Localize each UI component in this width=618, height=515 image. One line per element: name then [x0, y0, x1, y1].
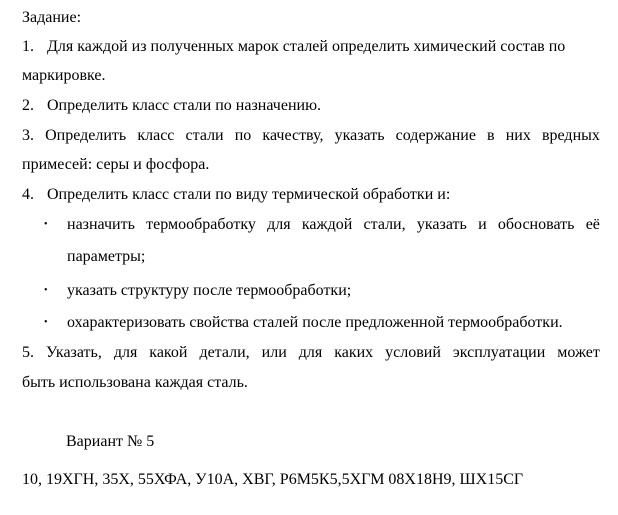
task-item-1-line2: маркировке.	[22, 67, 106, 84]
word: эксплуатации	[452, 344, 546, 361]
word: содержание	[395, 127, 476, 144]
task-item-3-line2: примесей: серы и фосфора.	[22, 156, 210, 173]
task-item-2	[22, 96, 600, 116]
word: её	[585, 216, 600, 233]
word: обосновать	[497, 216, 575, 233]
word: каких	[334, 344, 374, 361]
variant-label: Вариант № 5	[66, 433, 155, 450]
word: для	[267, 216, 291, 233]
word: вредных	[541, 127, 600, 144]
task-item-1	[22, 37, 600, 57]
word: качеству,	[262, 127, 324, 144]
word: стали	[185, 127, 224, 144]
task-item-5-number: 5.	[22, 344, 34, 361]
task-item-1-number: 1.	[22, 38, 34, 55]
task-item-4-line1: Определить класс стали по виду термической обработки и:	[47, 186, 451, 203]
task-item-5-line2: быть использована каждая сталь.	[22, 374, 248, 391]
word: указать	[334, 127, 385, 144]
bullet-marker: •	[44, 285, 48, 296]
bullet-item-3: охарактеризовать свойства сталей после предложенной термообработки.	[67, 314, 563, 331]
task-item-2-line1: Определить класс стали по назначению.	[47, 97, 322, 114]
word: указать	[416, 216, 467, 233]
bullet-item-2: указать структуру после термообработки;	[67, 282, 352, 299]
task-item-2-number: 2.	[22, 97, 34, 114]
task-heading: Задание:	[22, 9, 82, 26]
word: Указать,	[45, 344, 102, 361]
word: для	[113, 344, 138, 361]
task-item-3-number: 3.	[22, 127, 34, 144]
bullet-item-1	[67, 215, 600, 235]
bullet-marker: •	[44, 219, 48, 230]
word: условий	[385, 344, 441, 361]
task-item-4-number: 4.	[22, 186, 34, 203]
word: них	[505, 127, 531, 144]
word: в	[487, 127, 495, 144]
word: по	[234, 127, 252, 144]
task-item-1-line1: Для каждой из полученных марок сталей определить химический состав по	[47, 38, 566, 55]
word: и	[478, 216, 487, 233]
word: какой	[149, 344, 188, 361]
word: термообработку	[146, 216, 256, 233]
word: класс	[137, 127, 175, 144]
task-item-4	[22, 185, 600, 205]
word: каждой	[301, 216, 353, 233]
word: для	[298, 344, 323, 361]
steel-grades-list: 10, 19ХГН, 35Х, 55ХФА, У10А, ХВГ, Р6М5К5,5ХГМ 08Х18Н9, ШХ15СГ	[22, 471, 524, 488]
bullet-marker: •	[44, 317, 48, 328]
word: может	[557, 344, 600, 361]
word: или	[261, 344, 287, 361]
task-item-3	[22, 126, 600, 146]
word: детали,	[199, 344, 250, 361]
task-item-1-text	[22, 37, 565, 57]
bullet-item-1-line2: параметры;	[67, 248, 146, 265]
word: Определить	[45, 127, 127, 144]
task-item-5	[22, 343, 600, 363]
word: стали,	[363, 216, 406, 233]
word: назначить	[67, 216, 135, 233]
